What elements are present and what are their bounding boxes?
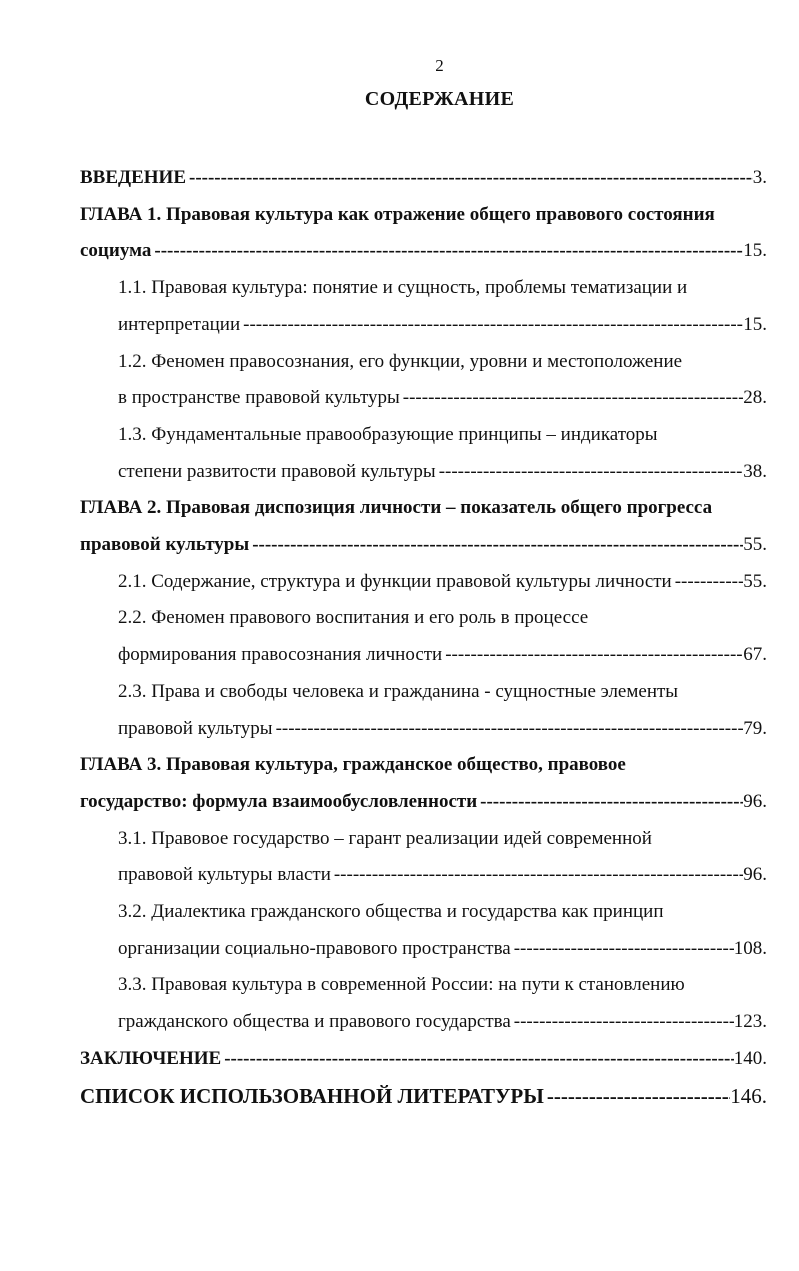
dot-leader <box>436 454 744 491</box>
dot-leader <box>186 160 753 197</box>
toc-entry-title: государство: формула взаимообусловленности <box>80 790 478 812</box>
toc-entry-title-line: 1.1. Правовая культура: понятие и сущность, проблемы тематизации и <box>118 277 688 299</box>
toc-entry <box>80 490 767 563</box>
dot-leader <box>273 711 744 748</box>
dot-leader <box>249 527 743 564</box>
toc-entry-title: формирования правосознания личности <box>118 644 443 666</box>
toc-entry-title: гражданского общества и правового государства <box>118 1011 511 1033</box>
table-of-contents <box>80 160 767 1114</box>
toc-entry-title-line: ГЛАВА 1. Правовая культура как отражение общего правового состояния <box>80 203 715 225</box>
toc-page-number: 55. <box>743 570 767 592</box>
toc-entry-title: степени развитости правовой культуры <box>118 460 436 482</box>
toc-entry-title-line: 3.1. Правовое государство – гарант реализации идей современной <box>118 827 652 849</box>
toc-entry-title-line: 3.2. Диалектика гражданского общества и государства как принцип <box>118 901 664 923</box>
toc-entry-last-line <box>118 307 767 344</box>
toc-page-number: 96. <box>743 864 767 886</box>
toc-entry-last-line <box>118 1004 767 1041</box>
toc-page-number: 146. <box>730 1083 767 1108</box>
toc-entry <box>80 747 767 820</box>
toc-entry <box>80 270 767 343</box>
dot-leader <box>240 307 743 344</box>
toc-entry-title: социума <box>80 240 152 262</box>
toc-page-number: 15. <box>743 240 767 262</box>
dot-leader <box>511 931 734 968</box>
toc-entry-title: интерпретации <box>118 313 241 335</box>
toc-entry-title-line: ГЛАВА 3. Правовая культура, гражданское общество, правовое <box>80 754 626 776</box>
toc-entry <box>80 600 767 673</box>
toc-entry-last-line <box>118 564 767 601</box>
toc-entry <box>80 674 767 747</box>
toc-entry-last-line <box>118 857 767 894</box>
toc-entry <box>80 344 767 417</box>
toc-entry-title-line: 1.3. Фундаментальные правообразующие принципы – индикаторы <box>118 423 658 445</box>
toc-entry <box>80 417 767 490</box>
toc-entry-last-line <box>118 711 767 748</box>
toc-page-number: 96. <box>743 790 767 812</box>
toc-entry-title: организации социально-правового пространства <box>118 937 511 959</box>
toc-entry-title: правовой культуры власти <box>118 864 331 886</box>
toc-entry-title-line: 2.2. Феномен правового воспитания и его роль в процессе <box>118 607 589 629</box>
toc-page-number: 123. <box>733 1011 767 1033</box>
dot-leader <box>442 637 743 674</box>
page-title: СОДЕРЖАНИЕ <box>364 88 515 110</box>
toc-entry-last-line <box>118 380 767 417</box>
toc-entry-last-line <box>80 527 767 564</box>
toc-entry <box>80 1041 767 1078</box>
toc-entry-last-line <box>80 233 767 270</box>
dot-leader <box>331 857 743 894</box>
dot-leader <box>400 380 743 417</box>
toc-entry <box>80 1078 767 1115</box>
toc-entry-last-line <box>118 454 767 491</box>
toc-entry <box>80 197 767 270</box>
toc-entry-last-line <box>118 637 767 674</box>
dot-leader <box>544 1078 730 1115</box>
toc-entry-title: ЗАКЛЮЧЕНИЕ <box>80 1047 222 1069</box>
toc-entry <box>80 894 767 967</box>
toc-entry <box>80 821 767 894</box>
page-number: 2 <box>435 56 444 75</box>
toc-page-number: 38. <box>743 460 767 482</box>
toc-entry-title-line: 1.2. Феномен правосознания, его функции, уровни и местоположение <box>118 350 683 372</box>
toc-page-number: 79. <box>743 717 767 739</box>
toc-entry-last-line <box>118 931 767 968</box>
toc-page-number: 28. <box>743 387 767 409</box>
dot-leader <box>151 233 743 270</box>
toc-entry-title: в пространстве правовой культуры <box>118 387 400 409</box>
toc-entry-last-line <box>80 160 767 197</box>
dot-leader <box>221 1041 734 1078</box>
toc-entry-last-line <box>80 1078 767 1115</box>
toc-entry-last-line <box>80 1041 767 1078</box>
dot-leader <box>477 784 743 821</box>
toc-page-number: 140. <box>733 1047 767 1069</box>
toc-entry <box>80 160 767 197</box>
toc-page-number: 67. <box>743 644 767 666</box>
toc-entry-title: 2.1. Содержание, структура и функции правовой культуры личности <box>118 570 672 592</box>
toc-entry <box>80 564 767 601</box>
toc-entry-title-line: ГЛАВА 2. Правовая диспозиция личности – показатель общего прогресса <box>80 497 713 519</box>
toc-entry-title-line: 2.3. Права и свободы человека и гражданина - сущностные элементы <box>118 680 679 702</box>
toc-entry-last-line <box>80 784 767 821</box>
toc-entry-title: ВВЕДЕНИЕ <box>80 167 186 188</box>
dot-leader <box>672 564 744 601</box>
toc-page-number: 108. <box>733 937 767 959</box>
toc-entry-title: правовой культуры <box>118 717 273 739</box>
toc-page-number: 3. <box>752 167 767 188</box>
dot-leader <box>511 1004 734 1041</box>
toc-page-number: 15. <box>743 313 767 335</box>
toc-page-number: 55. <box>743 534 767 556</box>
toc-entry <box>80 967 767 1040</box>
toc-entry-title: СПИСОК ИСПОЛЬЗОВАННОЙ ЛИТЕРАТУРЫ <box>80 1083 544 1108</box>
toc-entry-title: правовой культуры <box>80 534 250 556</box>
toc-entry-title-line: 3.3. Правовая культура в современной России: на пути к становлению <box>118 974 685 996</box>
